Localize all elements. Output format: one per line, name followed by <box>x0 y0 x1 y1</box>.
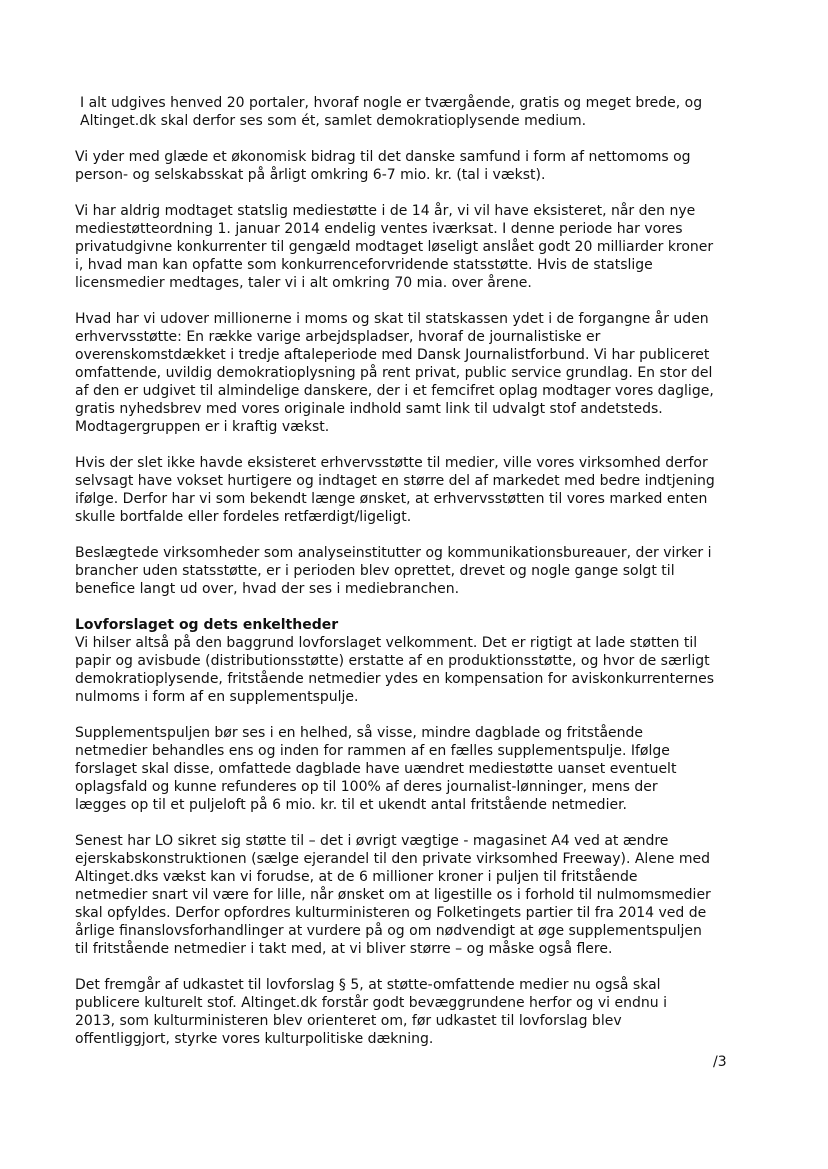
page-number: /3 <box>713 1054 727 1070</box>
paragraph-portals: I alt udgives henved 20 portaler, hvoraf nogle er tværgående, gratis og meget brede, og Altinget.dk skal derfor ses som ét, samlet demokratioplysende medium. <box>80 95 703 129</box>
paragraph-supplement-pool: Supplementspuljen bør ses i en helhed, så visse, mindre dagblade og fritstående netmedier behandles ens og inden for rammen af en fælles supplementspulje. Ifølge forslaget skal disse, omfattede dagblade have uændret mediestøtte uanset eventuelt oplagsfald og kunne refunderes op til 100% af deres journalist-lønninger, mens der lægges op til et puljeloft på 6 mio. kr. til et ukendt antal fritstående netmedier. <box>75 725 677 813</box>
paragraph-no-business-support: Hvis der slet ikke havde eksisteret erhvervsstøtte til medier, ville vores virksomhed derfor selvsagt have vokset hurtigere og indtaget en større del af markedet med bedre indtjening ifølge. Derfor har vi som bekendt længe ønsket, at erhvervsstøtten til vores marked enten skulle bortfalde eller fordeles retfærdigt/ligeligt. <box>75 455 715 525</box>
section-heading: Lovforslaget og dets enkeltheder <box>75 617 339 633</box>
paragraph-no-state-support: Vi har aldrig modtaget statslig mediestøtte i de 14 år, vi vil have eksisteret, når den nye mediestøtteordning 1. januar 2014 endelig ventes iværksat. I denne periode har vores privatudgivne konkurrenter til gengæld modtaget løseligt anslået godt 20 milliarder kroner i, hvad man kan opfatte som konkurrenceforvridende statsstøtte. Hvis de statslige licensmedier medtages, taler vi i alt omkring 70 mia. over årene. <box>75 203 714 291</box>
paragraph-related-businesses: Beslægtede virksomheder som analyseinstitutter og kommunikationsbureauer, der virker i brancher uden statsstøtte, er i perioden blev oprettet, drevet og nogle gange solgt til benefice langt ud over, hvad der ses i mediebranchen. <box>75 545 712 597</box>
paragraph-tax-contribution: Vi yder med glæde et økonomisk bidrag til det danske samfund i form af nettomoms og person- og selskabsskat på årligt omkring 6-7 mio. kr. (tal i vækst). <box>75 149 691 183</box>
paragraph-cultural-content: Det fremgår af udkastet til lovforslag § 5, at støtte-omfattende medier nu også skal publicere kulturelt stof. Altinget.dk forstår godt bevæggrundene herfor og vi endnu i 2013, som kulturministeren blev orienteret om, før udkastet til lovforslag blev offentliggjort, styrke vores kulturpolitiske dækning. <box>75 977 667 1047</box>
paragraph-lo-a4: Senest har LO sikret sig støtte til – det i øvrigt vægtige - magasinet A4 ved at ændre ejerskabskonstruktionen (sælge ejerandel til den private virksomhed Freeway). Alene med Altinget.dks vækst kan vi forudse, at de 6 millioner kroner i puljen til fritstående netmedier snart vil være for lille, når ønsket om at ligestille os i forhold til nulmomsmedier skal opfyldes. Derfor opfordres kulturministeren og Folketingets partier til fra 2014 ved de årlige finanslovsforhandlinger at vurdere på og om nødvendigt at øge supplementspuljen til fritstående netmedier i takt med, at vi bliver større – og måske også flere. <box>75 833 711 957</box>
document-page <box>75 94 755 1066</box>
paragraph-welcome-bill: Vi hilser altså på den baggrund lovforslaget velkomment. Det er rigtigt at lade støtten til papir og avisbude (distributionsstøtte) erstatte af en produktionsstøtte, og hvor de særligt demokratioplysende, fritstående netmedier ydes en kompensation for aviskonkurrenternes nulmoms i form af en supplementspulje. <box>75 635 714 705</box>
paragraph-contributions: Hvad har vi udover millionerne i moms og skat til statskassen ydet i de forgangne år uden erhvervsstøtte: En række varige arbejdspladser, hvoraf de journalistiske er overenskomstdækket i tredje aftaleperiode med Dansk Journalistforbund. Vi har publiceret omfattende, uvildig demokratioplysning på rent privat, public service grundlag. En stor del af den er udgivet til almindelige danskere, der i et femcifret oplag modtager vores daglige, gratis nyhedsbrev med vores originale indhold samt link til udvalgt stof andetsteds. Modtagergruppen er i kraftig vækst. <box>75 311 714 435</box>
